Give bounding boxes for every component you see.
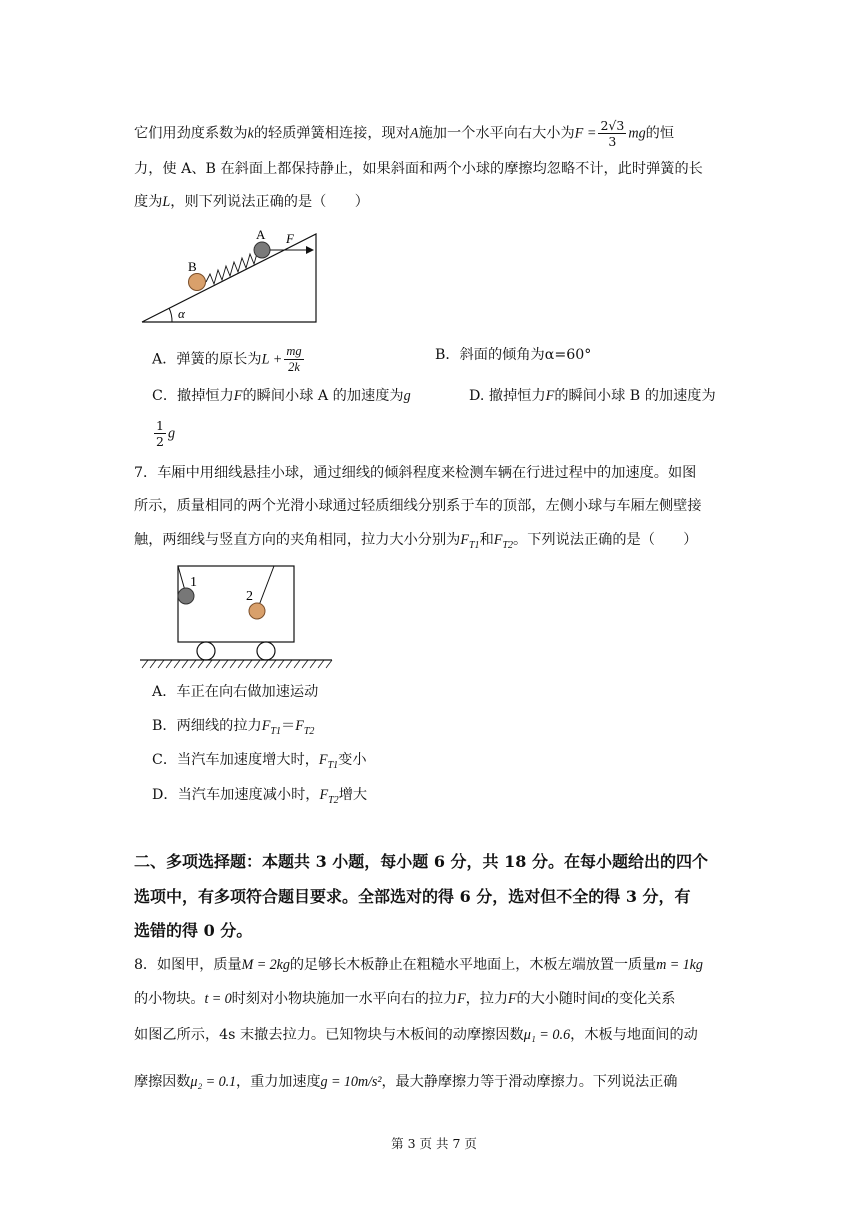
section2-line3: 选错的得 0 分。 (134, 921, 253, 940)
section2-line2: 选项中，有多项符合题目要求。全部选对的得 6 分，选对但不全的得 3 分，有 (134, 887, 691, 906)
q7-option-D: D．当汽车加速度减小时，$F_{T2}$增大 (152, 787, 368, 806)
incline-angle-arc (169, 308, 172, 322)
ball-B (189, 274, 206, 291)
label-B: B (188, 259, 197, 274)
page-footer: 第 3 页 共 7 页 (391, 1136, 477, 1151)
ball-A (254, 242, 270, 258)
q6-option-D-fraction: $\frac{1}{2}$ g (156, 418, 176, 449)
q6-option-A: A．弹簧的原长为L + $\frac{mg}{2k}$ (152, 344, 302, 374)
q7-line1: 7．车厢中用细线悬挂小球，通过细线的倾斜程度来检测车辆在行进过程中的加速度。如图 (134, 465, 697, 481)
q6-line2: 力，使 A、B 在斜面上都保持静止，如果斜面和两个小球的摩擦均忽略不计，此时弹簧的长 (134, 161, 703, 177)
q7-line2: 所示，质量相同的两个光滑小球通过轻质细线分别系于车的顶部，左侧小球与车厢左侧壁接 (134, 498, 702, 514)
label-F: F (286, 231, 294, 246)
wheel-left (197, 642, 215, 660)
q7-option-C: C．当汽车加速度增大时，$F_{T1}$变小 (152, 752, 367, 771)
q7-option-A: A．车正在向右做加速运动 (152, 684, 319, 700)
label-A: A (256, 227, 266, 242)
q7-option-B: B．两细线的拉力$F_{T1}=F_{T2}$ (152, 718, 315, 737)
ball-2 (249, 603, 265, 619)
q8-line2: 的小物块。t = 0时刻对小物块施加一水平向右的拉力F，拉力F的大小随时间t的变化关系 (134, 991, 676, 1007)
q8-line3: 如图乙所示，4s 末撤去拉力。已知物块与木板间的动摩擦因数μ₁ = 0.6，木板与地面间的动 (134, 1027, 698, 1043)
q6-line1: 它们用劲度系数为k的轻质弹簧相连接，现对A施加一个水平向右大小为F = $\frac{2√3}{3}$ mg的恒 (134, 118, 675, 149)
label-alpha: α (178, 306, 185, 321)
q7-line3: 触，两细线与竖直方向的夹角相同，拉力大小分别为$F_{T1}$和$F_{T2}$。下列说法正确的是（ ） (134, 532, 698, 551)
q6-option-C: C．撤掉恒力F的瞬间小球 A 的加速度为g (152, 388, 411, 404)
q8-line1: 8．如图甲，质量M = 2kg的足够长木板静止在粗糙水平地面上，木板左端放置一质量m = 1kg (134, 957, 703, 973)
q7-cart-figure (136, 562, 336, 672)
wheel-right (257, 642, 275, 660)
q6-incline-figure (138, 226, 338, 326)
force-arrowhead (306, 246, 314, 254)
incline-triangle (142, 234, 316, 322)
spring (206, 250, 262, 284)
q6-option-B: B．斜面的倾角为α=60° (435, 347, 592, 363)
q6-line3: 度为L，则下列说法正确的是（ ） (134, 194, 369, 210)
q6-option-D: D. 撤掉恒力F的瞬间小球 B 的加速度为 (469, 388, 716, 404)
label-2: 2 (246, 589, 253, 604)
label-1: 1 (190, 575, 197, 590)
string-2 (258, 566, 274, 608)
ground-hatching (142, 660, 332, 668)
section2-line1: 二、多项选择题：本题共 3 小题，每小题 6 分，共 18 分。在每小题给出的四个 (134, 852, 708, 871)
q6-force-fraction: $\frac{2√3}{3}$ (600, 118, 625, 149)
ball-1 (178, 588, 194, 604)
q8-line4: 摩擦因数μ₂ = 0.1，重力加速度g = 10m/s²，最大静摩擦力等于滑动摩擦力。下列说法正确 (134, 1074, 678, 1090)
